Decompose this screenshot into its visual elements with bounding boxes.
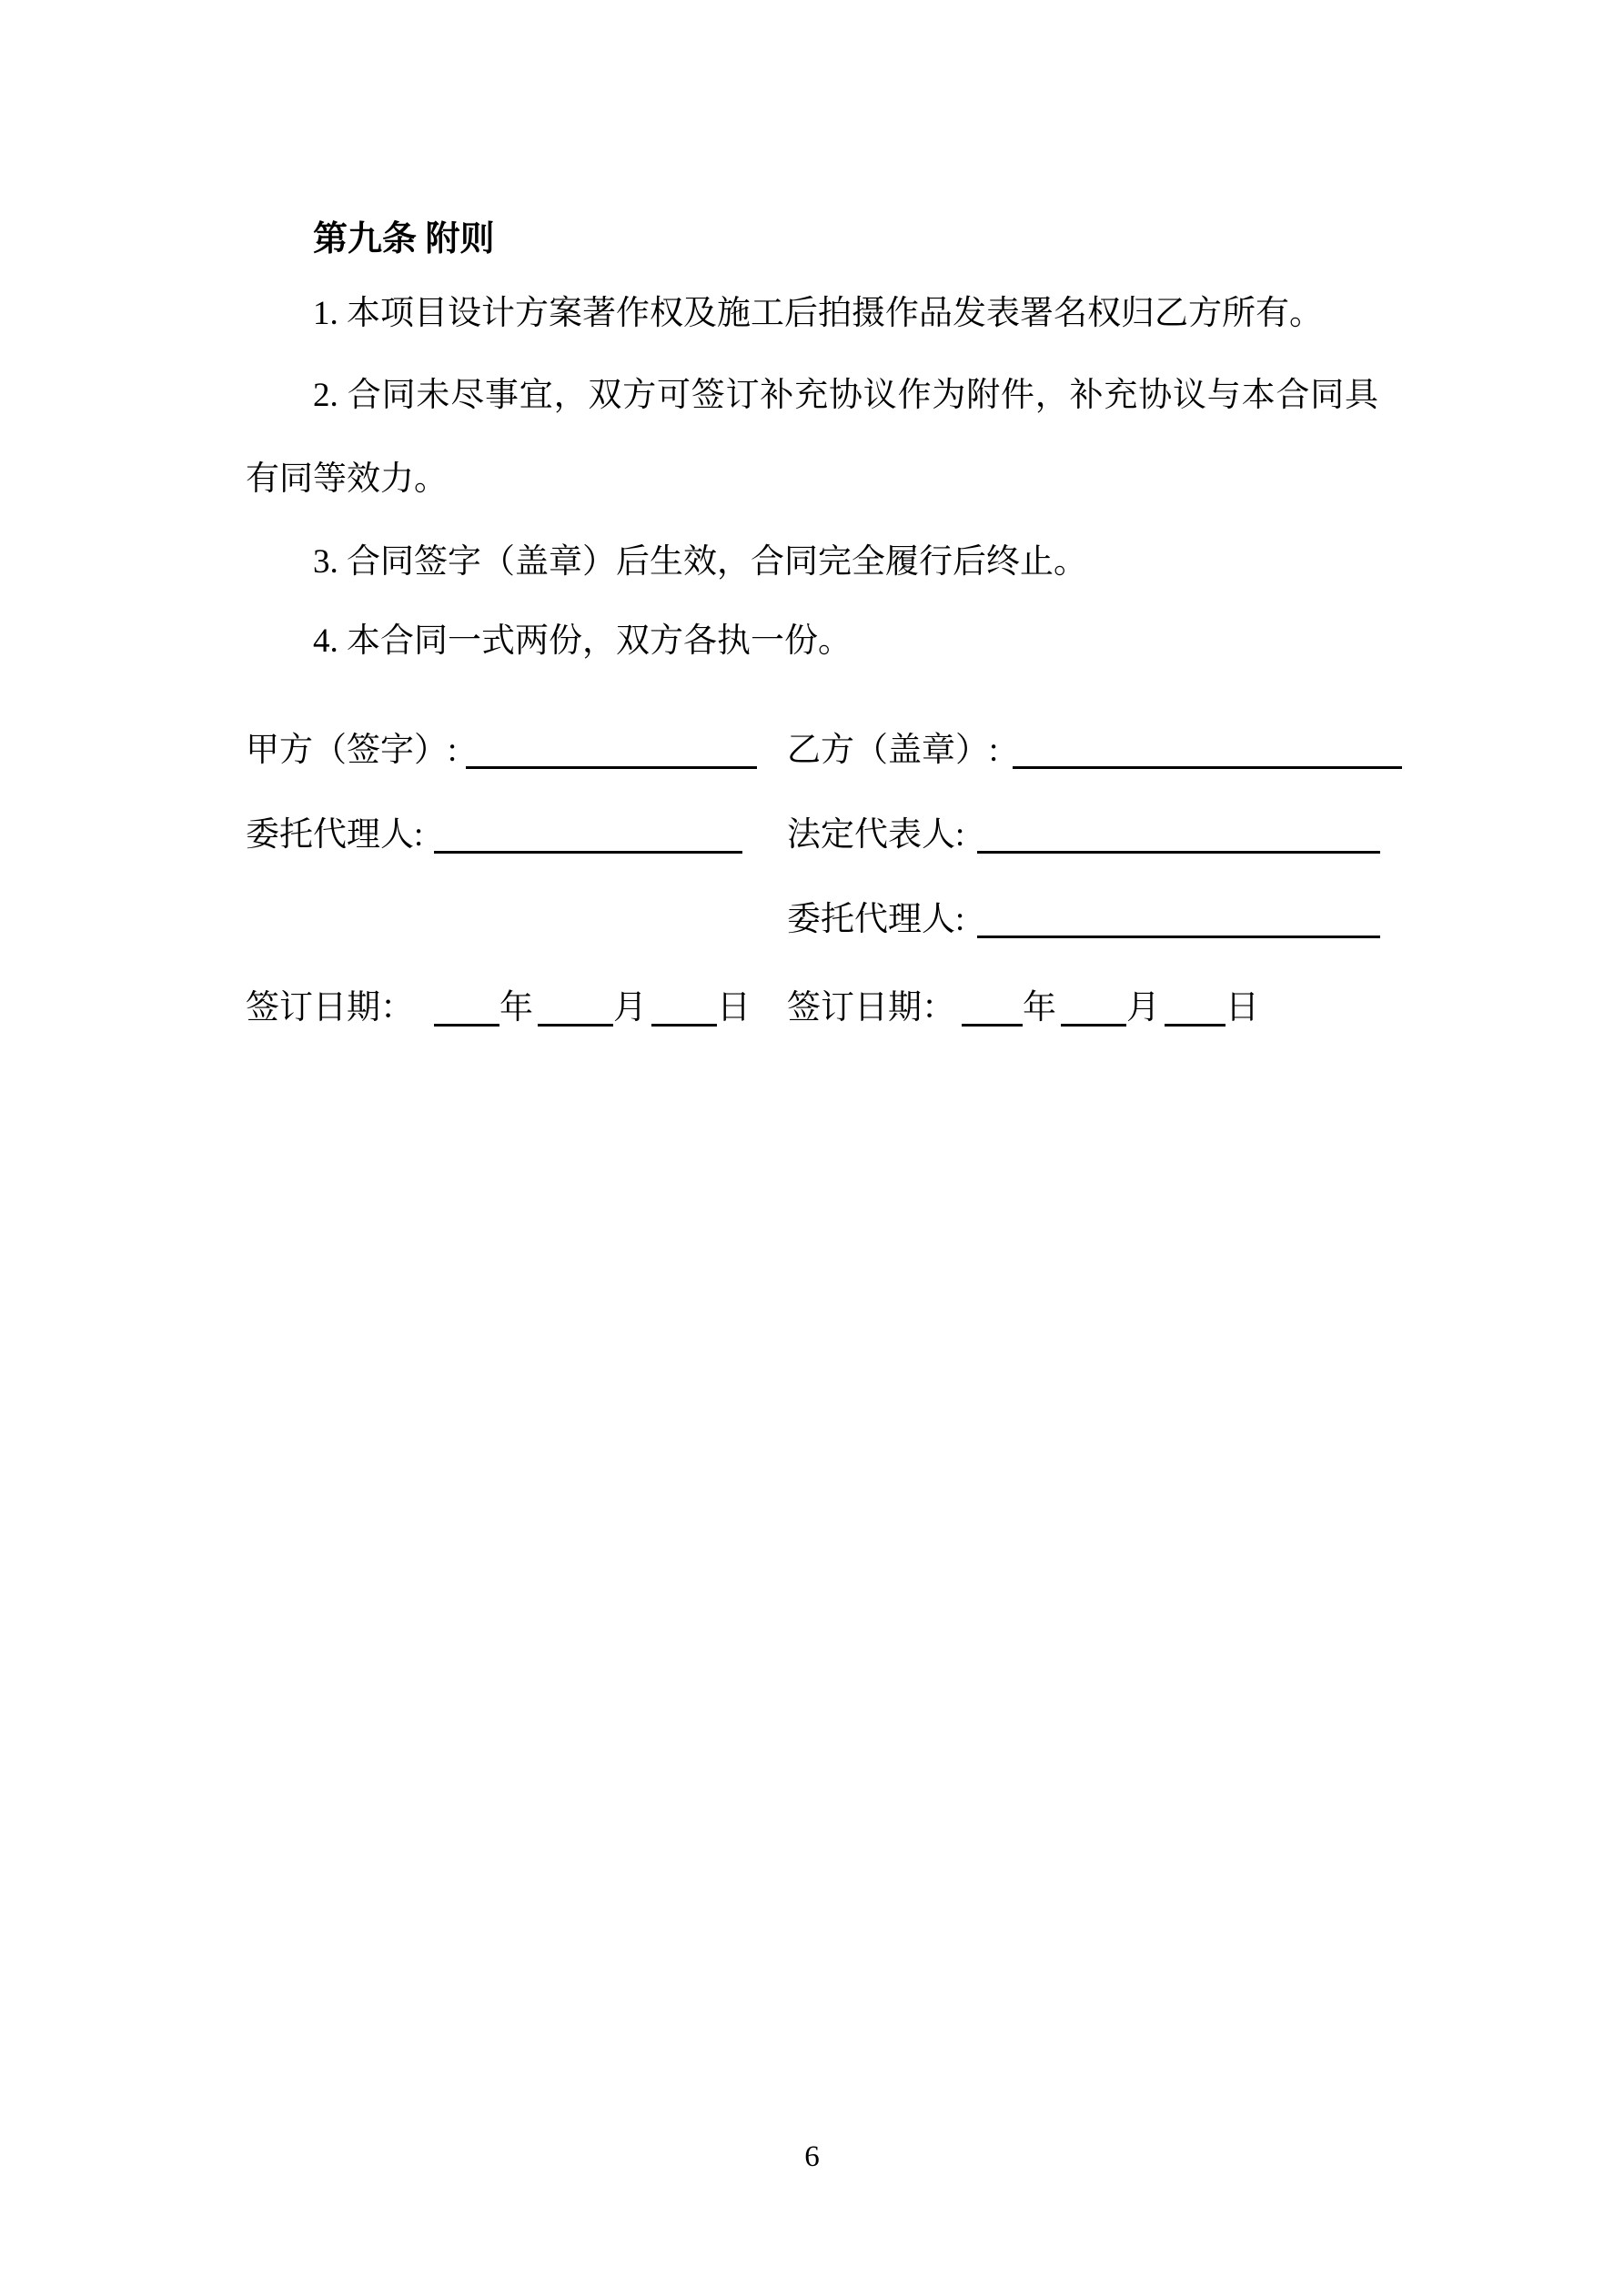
clause-2: 2. 合同未尽事宜，双方可签订补充协议作为附件，补充协议与本合同具有同等效力。 [246, 377, 1378, 498]
party-b-agent-row [787, 899, 1380, 941]
party-b-agent-label: 委托代理人: [787, 901, 965, 938]
party-a-signature-blank[interactable] [466, 735, 757, 769]
party-b-day-blank[interactable] [1165, 996, 1226, 1027]
party-b-legal-rep-row [787, 814, 1380, 856]
party-a-month-blank[interactable] [538, 996, 613, 1027]
party-b-seal-row [787, 730, 1402, 772]
page-number: 6 [804, 2140, 820, 2173]
party-b-agent-blank[interactable] [977, 905, 1380, 938]
party-a-sign-label: 甲方（签字）: [246, 732, 458, 769]
party-a-signature-row [246, 730, 757, 772]
party-a-agent-row [246, 814, 742, 856]
party-b-legal-rep-label: 法定代表人: [787, 816, 965, 854]
clause-1: 1. 本项目设计方案著作权及施工后拍摄作品发表署名权归乙方所有。 [313, 295, 1323, 332]
party-a-date-label: 签订日期： [246, 989, 414, 1027]
year-unit-label: 年 [499, 989, 533, 1027]
party-b-legal-rep-blank[interactable] [977, 820, 1380, 854]
party-a-agent-blank[interactable] [434, 820, 742, 854]
party-b-date-row [787, 987, 1259, 1029]
day-unit-label: 日 [717, 989, 751, 1027]
clause-4: 4. 本合同一式两份，双方各执一份。 [313, 622, 852, 660]
party-b-date-label: 签订日期： [787, 989, 955, 1027]
party-a-day-blank[interactable] [651, 996, 717, 1027]
month-unit-label: 月 [1126, 989, 1160, 1027]
party-b-year-blank[interactable] [962, 996, 1023, 1027]
party-a-year-blank[interactable] [434, 996, 499, 1027]
party-b-seal-label: 乙方（盖章）: [787, 732, 999, 769]
party-a-date-row [246, 987, 751, 1029]
day-unit-label: 日 [1226, 989, 1259, 1027]
month-unit-label: 月 [613, 989, 647, 1027]
article-heading: 第九条 附则 [313, 220, 495, 258]
clause-3: 3. 合同签字（盖章）后生效，合同完全履行后终止。 [313, 543, 1087, 581]
party-b-seal-blank[interactable] [1013, 735, 1402, 769]
party-b-month-blank[interactable] [1061, 996, 1126, 1027]
year-unit-label: 年 [1023, 989, 1056, 1027]
party-a-agent-label: 委托代理人: [246, 816, 424, 854]
